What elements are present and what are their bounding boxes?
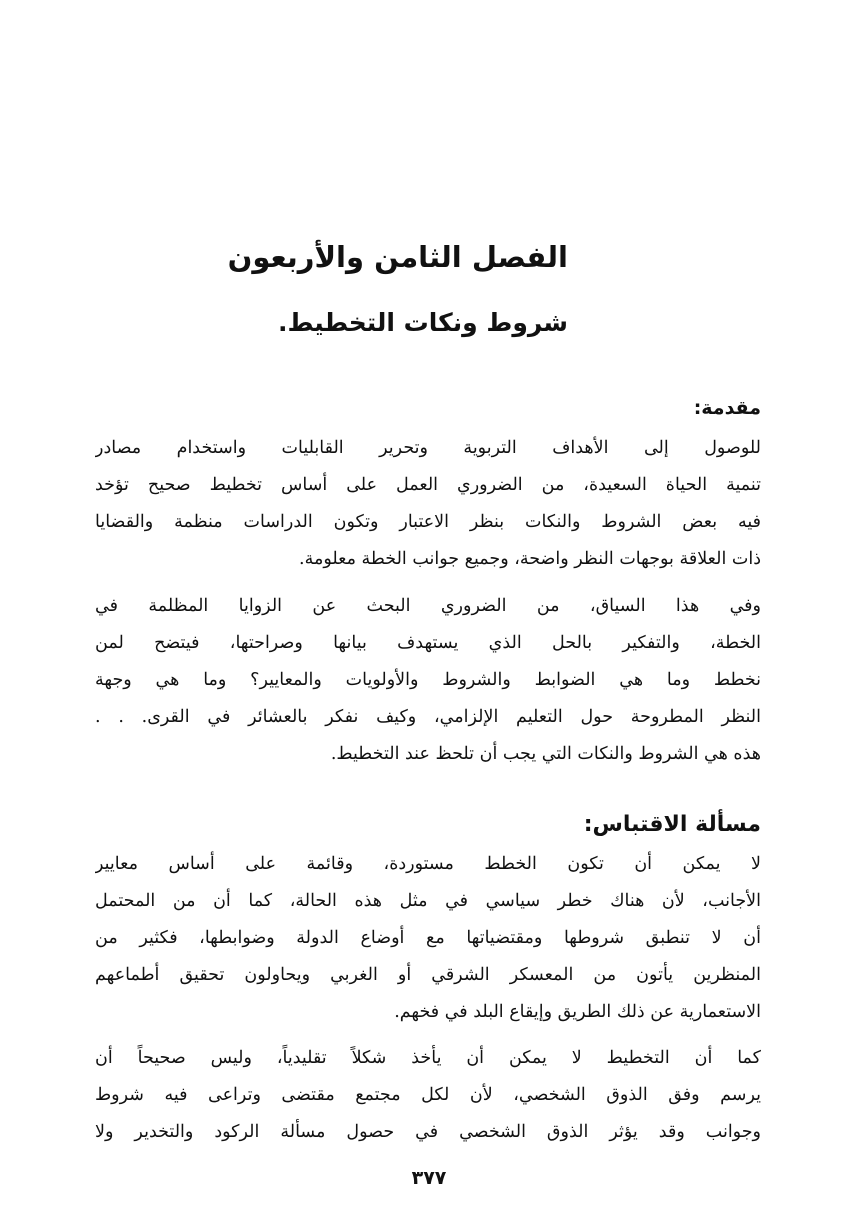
- text-line: الاستعمارية عن ذلك الطريق وإيقاع البلد في فخهم.: [394, 1002, 761, 1022]
- text-line: النظر المطروحة حول التعليم الإلزامي، وكيف نفكر بالعشائر في القرى. . .: [95, 707, 761, 727]
- text-line: للوصول إلى الأهداف التربوية وتحرير القابليات واستخدام مصادر: [95, 438, 761, 458]
- text-line: هذه هي الشروط والنكات التي يجب أن تلحظ عند التخطيط.: [330, 744, 761, 764]
- paragraph-introduction-1: [95, 430, 761, 578]
- text-line: ذات العلاقة بوجهات النظر واضحة، وجميع جوانب الخطة معلومة.: [299, 549, 761, 569]
- text-line: أن لا تنطبق شروطها ومقتضياتها مع أوضاع الدولة وضوابطها، فكثير من: [95, 928, 761, 948]
- text-line: وجوانب وقد يؤثر الذوق الشخصي في حصول مسألة الركود والتخدير ولا: [95, 1122, 761, 1142]
- text-line: نخطط وما هي الضوابط والشروط والأولويات والمعايير؟ وما هي وجهة: [95, 670, 761, 690]
- text-line: تنمية الحياة السعيدة، من الضروري العمل على أساس تخطيط صحيح تؤخد: [95, 475, 761, 495]
- paragraph-introduction-2: [95, 588, 761, 773]
- text-line: كما أن التخطيط لا يمكن أن يأخذ شكلاً تقليدياً، وليس صحيحاً أن: [95, 1048, 761, 1068]
- paragraph-borrowing-2: [95, 1040, 761, 1151]
- paragraph-borrowing-1: [95, 846, 761, 1031]
- text-line: المنظرين يأتون من المعسكر الشرقي أو الغربي ويحاولون تحقيق أطماعهم: [95, 965, 761, 985]
- text-line: يرسم وفق الذوق الشخصي، لأن لكل مجتمع مقتضى وتراعى فيه شروط: [95, 1085, 761, 1105]
- text-line: فيه بعض الشروط والنكات بنظر الاعتبار وتكون الدراسات منظمة والقضايا: [95, 512, 761, 532]
- section-heading-introduction: مقدمة:: [693, 397, 761, 419]
- section-heading-borrowing: مسألة الاقتباس:: [583, 812, 761, 837]
- chapter-subtitle: شروط ونكات التخطيط.: [277, 308, 568, 337]
- text-line: الخطة، والتفكير بالحل الذي يستهدف بيانها وصراحتها، فيتضح لمن: [95, 633, 761, 653]
- chapter-title: الفصل الثامن والأربعون: [227, 240, 568, 274]
- page-number: ٣٧٧: [411, 1167, 447, 1189]
- text-line: لا يمكن أن تكون الخطط مستوردة، وقائمة على أساس معايير: [95, 854, 761, 874]
- text-line: الأجانب، لأن هناك خطر سياسي في مثل هذه الحالة، كما أن من المحتمل: [95, 891, 761, 911]
- text-line: وفي هذا السياق، من الضروري البحث عن الزوايا المظلمة في: [95, 596, 761, 616]
